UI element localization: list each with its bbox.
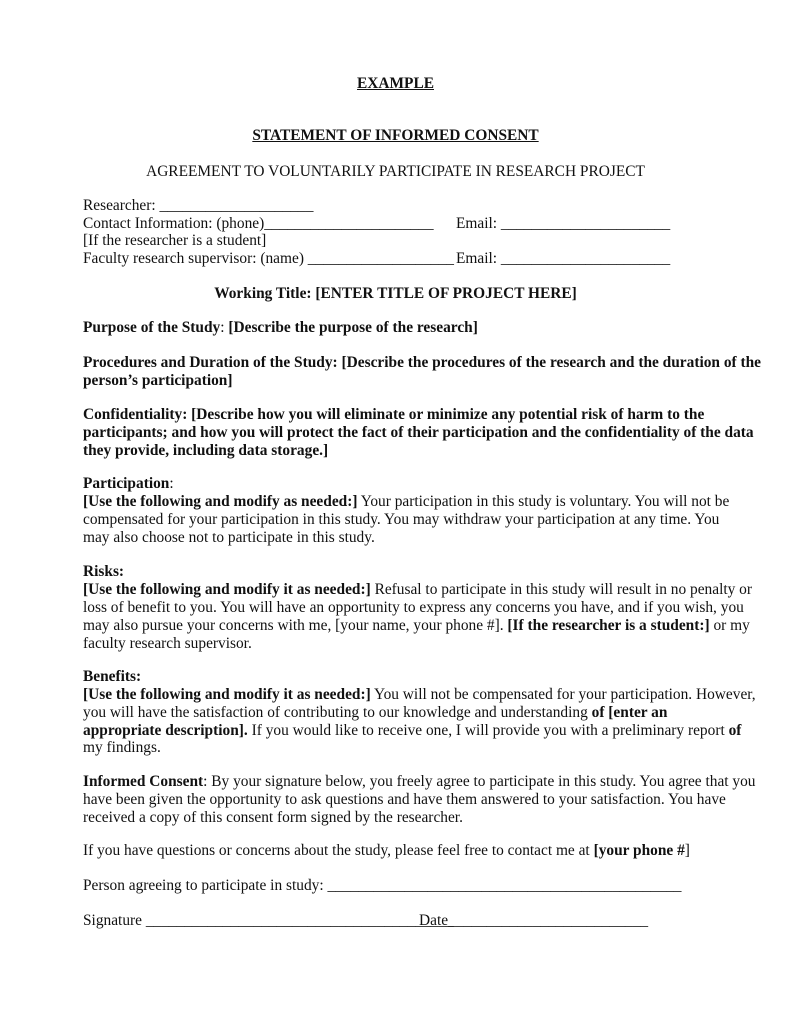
heading: EXAMPLE [357, 75, 434, 92]
student-note: [If the researcher is a student] [83, 232, 267, 249]
risks-student-note: [If the researcher is a student:] [507, 617, 710, 634]
participation-text: Your participation in this study is voluntary. You will not be [357, 493, 730, 510]
benefits-line-1 [83, 686, 756, 704]
purpose-section [83, 319, 478, 337]
colon: : [220, 319, 229, 336]
benefits-lead: [Use the following and modify it as needed:] [83, 686, 371, 703]
procedures-line-2: person’s participation] [83, 372, 233, 389]
working-title: Working Title: [ENTER TITLE OF PROJECT HERE] [214, 285, 577, 302]
risks-line-2: loss of benefit to you. You will have an opportunity to express any concerns you have, and if you wish, you [83, 599, 744, 616]
consent-label: Informed Consent [83, 773, 204, 790]
confidentiality-line-1: Confidentiality: [Describe how you will eliminate or minimize any potential risk of harm to the [83, 406, 705, 423]
risks-lead: [Use the following and modify it as needed:] [83, 581, 371, 598]
supervisor-field: Faculty research supervisor: (name) ___________________ [83, 250, 454, 267]
benefits-text: You will not be compensated for your participation. However, [370, 686, 756, 703]
risks-line-4: faculty research supervisor. [83, 635, 252, 652]
participation-line-1 [83, 493, 729, 511]
researcher-field: Researcher: ____________________ [83, 197, 314, 214]
date-field: Date__________________________ [419, 912, 649, 929]
bracket: ] [684, 842, 690, 859]
benefits-line-2 [83, 704, 667, 722]
signature-field: Signature ________________________________________ [83, 912, 454, 929]
confidentiality-line-2: participants; and how you will protect the fact of their participation and the confidentiality of the data [83, 424, 754, 441]
supervisor-email-field: Email: ______________________ [456, 250, 671, 267]
consent-line-2: have been given the opportunity to ask questions and have them answered to your satisfaction. You have [83, 791, 726, 808]
document-title: STATEMENT OF INFORMED CONSENT [252, 127, 539, 144]
benefits-text: you will have the satisfaction of contributing to our knowledge and understanding [83, 704, 592, 721]
risks-text: or my [709, 617, 750, 634]
phone-placeholder: [your phone # [593, 842, 685, 859]
colon: : [169, 475, 174, 492]
contact-phone-field: Contact Information: (phone)______________________ [83, 215, 434, 232]
questions-line [83, 842, 690, 860]
participation-lead: [Use the following and modify as needed:] [83, 493, 358, 510]
risks-line-3 [83, 617, 750, 635]
procedures-line-1: Procedures and Duration of the Study: [Describe the procedures of the research and the duration of the [83, 354, 762, 371]
subtitle: AGREEMENT TO VOLUNTARILY PARTICIPATE IN RESEARCH PROJECT [146, 163, 645, 180]
benefits-text: If you would like to receive one, I will provide you with a preliminary report [247, 722, 729, 739]
purpose-text: [Describe the purpose of the research] [228, 319, 478, 336]
risks-text: Refusal to participate in this study will result in no penalty or [370, 581, 752, 598]
questions-text: If you have questions or concerns about the study, please feel free to contact me at [83, 842, 594, 859]
risks-heading: Risks: [83, 563, 125, 580]
confidentiality-line-3: they provide, including data storage.] [83, 442, 329, 459]
benefits-line-4: my findings. [83, 739, 161, 756]
participation-line-3: may also choose not to participate in this study. [83, 529, 375, 546]
benefits-heading: Benefits: [83, 668, 142, 685]
participation-heading [83, 475, 174, 493]
benefits-bold: of [728, 722, 742, 739]
purpose-label: Purpose of the Study [83, 319, 221, 336]
benefits-placeholder: appropriate description]. [83, 722, 248, 739]
consent-line-1 [83, 773, 756, 791]
risks-line-1 [83, 581, 752, 599]
benefits-placeholder: of [enter an [591, 704, 668, 721]
consent-line-3: received a copy of this consent form signed by the researcher. [83, 809, 463, 826]
consent-text: : By your signature below, you freely agree to participate in this study. You agree that you [203, 773, 756, 790]
participant-name-field: Person agreeing to participate in study: ______________________________________________ [83, 877, 682, 894]
researcher-email-field: Email: ______________________ [456, 215, 671, 232]
benefits-line-3 [83, 722, 741, 740]
participation-label: Participation [83, 475, 170, 492]
participation-line-2: compensated for your participation in this study. You may withdraw your participation at any time. You [83, 511, 720, 528]
risks-text: may also pursue your concerns with me, [your name, your phone #]. [83, 617, 508, 634]
